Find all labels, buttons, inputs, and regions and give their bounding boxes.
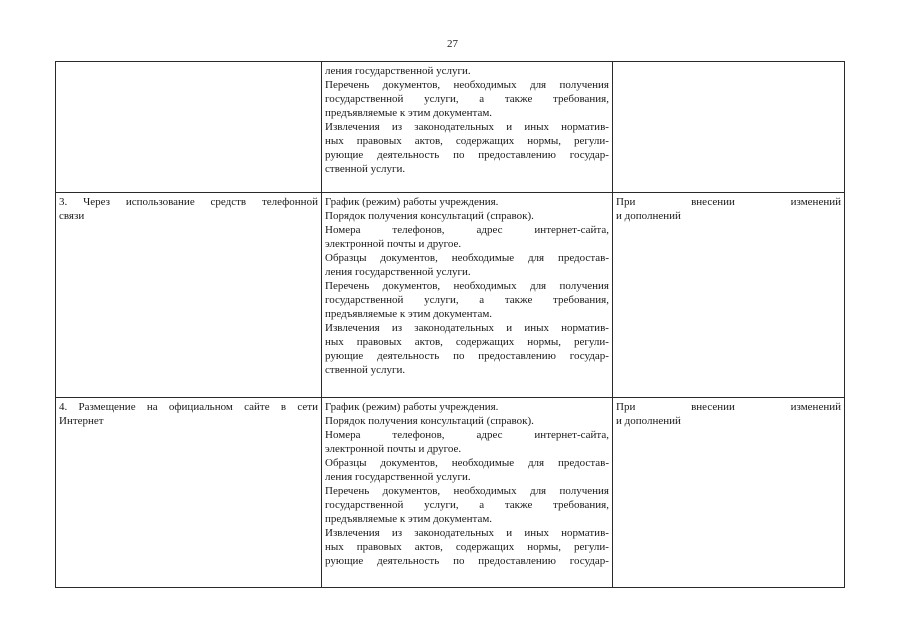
text-line: Перечень документов, необходимых для получения bbox=[325, 485, 609, 497]
table-row bbox=[56, 193, 845, 398]
services-info-table bbox=[55, 61, 845, 588]
method-cell bbox=[56, 398, 322, 588]
frequency-cell bbox=[613, 193, 845, 398]
text-line: Порядок получения консультаций (справок). bbox=[325, 415, 534, 427]
text-line: Образцы документов, необходимые для предостав- bbox=[325, 457, 609, 469]
text-line: рующие деятельность по предоставлению государ- bbox=[325, 350, 609, 362]
text-line: государственной услуги, а также требования, bbox=[325, 93, 609, 105]
text-line: электронной почты и другое. bbox=[325, 443, 462, 455]
text-line: ных правовых актов, содержащих нормы, регули- bbox=[325, 135, 609, 147]
text-line: ления государственной услуги. bbox=[325, 65, 471, 77]
text-line: рующие деятельность по предоставлению государ- bbox=[325, 149, 609, 161]
frequency-cell bbox=[613, 398, 845, 588]
text-line: Порядок получения консультаций (справок). bbox=[325, 210, 534, 222]
page-number: 27 bbox=[447, 38, 458, 50]
text-line: ных правовых актов, содержащих нормы, регули- bbox=[325, 541, 609, 553]
text-line: предъявляемые к этим документам. bbox=[325, 107, 493, 119]
text-line: Номера телефонов, адрес интернет-сайта, bbox=[325, 224, 609, 236]
text-line: и дополнений bbox=[616, 210, 681, 222]
text-line: Номера телефонов, адрес интернет-сайта, bbox=[325, 429, 609, 441]
info-cell bbox=[322, 193, 613, 398]
table-row bbox=[56, 62, 845, 193]
text-line: 3. Через использование средств телефонной bbox=[59, 196, 318, 208]
text-line: Перечень документов, необходимых для получения bbox=[325, 79, 609, 91]
text-line: ления государственной услуги. bbox=[325, 266, 471, 278]
text-line: Интернет bbox=[59, 415, 104, 427]
text-line: ственной услуги. bbox=[325, 163, 406, 175]
info-cell bbox=[322, 62, 613, 193]
text-line: График (режим) работы учреждения. bbox=[325, 196, 499, 208]
text-line: Образцы документов, необходимые для предостав- bbox=[325, 252, 609, 264]
frequency-cell bbox=[613, 62, 845, 193]
method-cell bbox=[56, 62, 322, 193]
text-line: электронной почты и другое. bbox=[325, 238, 462, 250]
text-line: и дополнений bbox=[616, 415, 681, 427]
info-cell bbox=[322, 398, 613, 588]
text-line: Перечень документов, необходимых для получения bbox=[325, 280, 609, 292]
text-line: Извлечения из законодательных и иных норматив- bbox=[325, 322, 609, 334]
text-line: предъявляемые к этим документам. bbox=[325, 308, 493, 320]
text-line: 4. Размещение на официальном сайте в сети bbox=[59, 401, 318, 413]
table-row bbox=[56, 398, 845, 588]
text-line: связи bbox=[59, 210, 85, 222]
text-line: рующие деятельность по предоставлению государ- bbox=[325, 555, 609, 567]
method-cell bbox=[56, 193, 322, 398]
text-line: ственной услуги. bbox=[325, 364, 406, 376]
text-line: Извлечения из законодательных и иных норматив- bbox=[325, 527, 609, 539]
text-line: Извлечения из законодательных и иных норматив- bbox=[325, 121, 609, 133]
text-line: ления государственной услуги. bbox=[325, 471, 471, 483]
text-line: График (режим) работы учреждения. bbox=[325, 401, 499, 413]
text-line: предъявляемые к этим документам. bbox=[325, 513, 493, 525]
text-line: При внесении изменений bbox=[616, 401, 841, 413]
text-line: При внесении изменений bbox=[616, 196, 841, 208]
text-line: государственной услуги, а также требования, bbox=[325, 294, 609, 306]
text-line: ных правовых актов, содержащих нормы, регули- bbox=[325, 336, 609, 348]
text-line: государственной услуги, а также требования, bbox=[325, 499, 609, 511]
